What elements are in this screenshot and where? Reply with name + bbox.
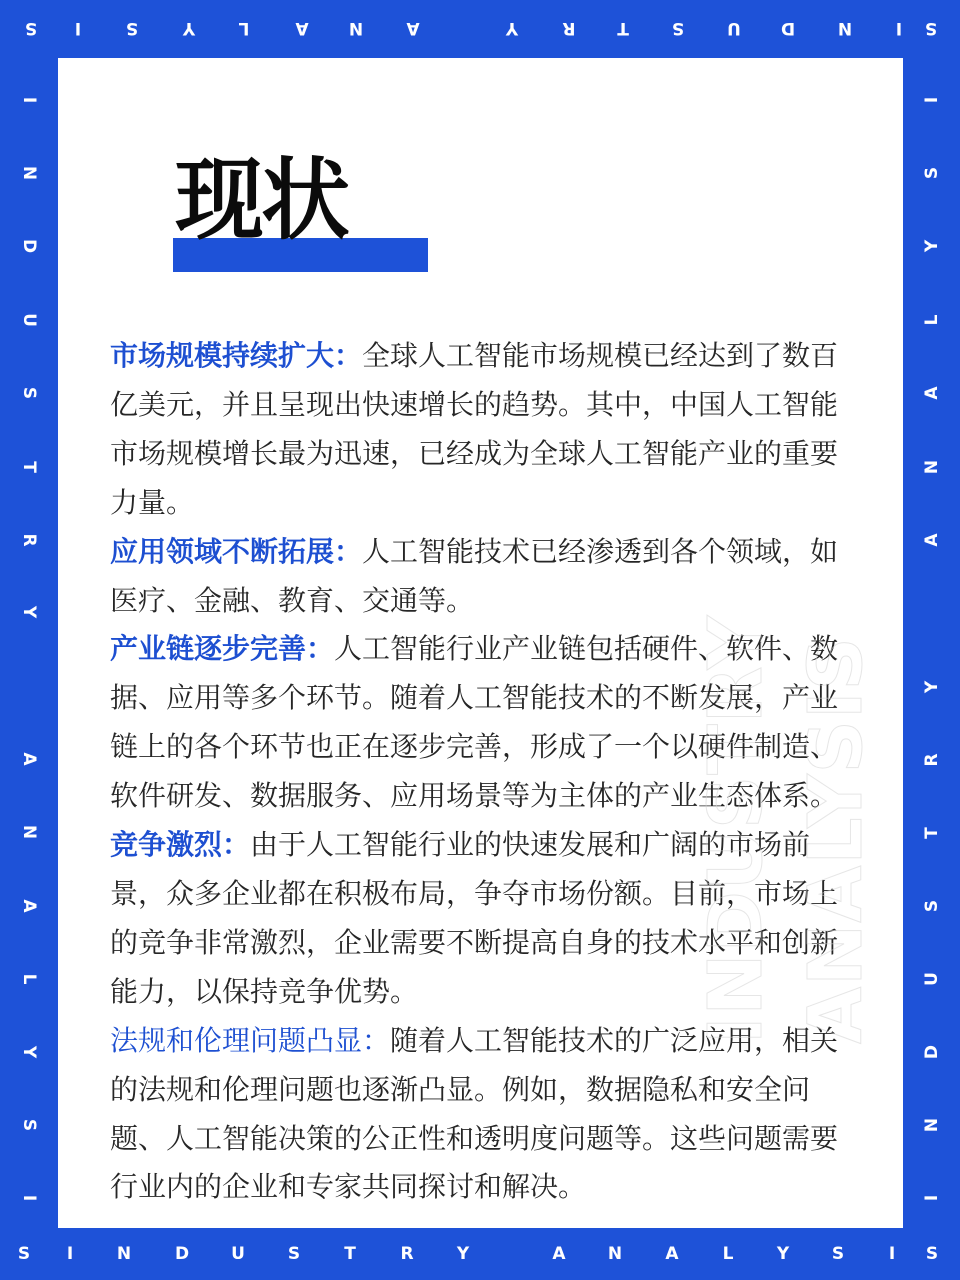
- border-letter: T: [19, 461, 39, 473]
- border-letter: A: [19, 899, 39, 913]
- section-label: 应用领域不断拓展：: [110, 534, 363, 568]
- border-letter: Y: [182, 18, 196, 38]
- border-letter: S: [17, 1244, 31, 1264]
- right-border-band: [903, 58, 960, 1228]
- border-letter: Y: [19, 605, 39, 619]
- border-letter: D: [19, 238, 39, 254]
- border-letter: Y: [922, 680, 942, 694]
- top-border-band: [0, 0, 960, 58]
- section-text: 人工智能行业产业链包括硬件、软件、数据、应用等多个环节。随着人工智能技术的不断发展，产业链上的各个环节也正在逐步完善，形成了一个以硬件制造、软件研发、数据服务、应用场景等为主体的产业生态体系。: [110, 632, 839, 813]
- border-letter: R: [400, 1244, 414, 1264]
- border-letter: S: [922, 166, 942, 180]
- border-letter: A: [406, 18, 420, 38]
- bottom-border-band: [0, 1228, 960, 1280]
- border-letter: A: [922, 533, 942, 547]
- border-letter: Y: [19, 1045, 39, 1059]
- border-letter: A: [922, 386, 942, 400]
- border-letter: D: [174, 1244, 190, 1264]
- border-letter: R: [562, 18, 576, 38]
- industry-analysis-watermark: [687, 614, 907, 1228]
- border-letter: A: [665, 1244, 679, 1264]
- content-card: [58, 58, 903, 1228]
- border-letter: A: [552, 1244, 566, 1264]
- section-market-size: [110, 332, 860, 528]
- border-letter: N: [607, 1244, 623, 1264]
- border-letter: U: [727, 18, 741, 38]
- border-letter: D: [780, 18, 796, 38]
- border-letter: L: [722, 1244, 734, 1264]
- watermark-line-analysis: ANALYSIS: [793, 636, 879, 1044]
- border-letter: N: [116, 1244, 132, 1264]
- border-letter: S: [125, 18, 139, 38]
- border-letter: I: [895, 18, 903, 38]
- border-letter: U: [231, 1244, 245, 1264]
- section-text: 全球人工智能市场规模已经达到了数百亿美元，并且呈现出快速增长的趋势。其中，中国人工智能市场规模增长最为迅速，已经成为全球人工智能产业的重要力量。: [110, 339, 839, 519]
- section-text: 人工智能技术已经渗透到各个领域，如医疗、金融、教育、交通等。: [110, 534, 839, 617]
- border-letter: L: [238, 18, 250, 38]
- page-title-block: [173, 146, 433, 281]
- left-border-band: [0, 58, 58, 1228]
- border-letter: Y: [922, 239, 942, 253]
- border-letter: R: [922, 753, 942, 767]
- border-letter: S: [24, 18, 38, 38]
- section-label: 法规和伦理问题凸显：: [110, 1023, 391, 1057]
- border-letter: I: [74, 18, 82, 38]
- border-letter: N: [348, 18, 364, 38]
- border-letter: N: [922, 459, 942, 475]
- border-letter: A: [19, 752, 39, 766]
- border-letter: T: [922, 827, 942, 839]
- section-label: 竞争激烈：: [110, 828, 251, 862]
- border-letter: I: [66, 1244, 74, 1264]
- border-letter: Y: [505, 18, 519, 38]
- border-letter: U: [19, 313, 39, 327]
- border-letter: I: [19, 96, 39, 104]
- border-letter: U: [922, 972, 942, 986]
- section-text: 随着人工智能技术的广泛应用，相关的法规和伦理问题也逐渐凸显。例如，数据隐私和安全问题、人工智能决策的公正性和透明度问题等。这些问题需要行业内的企业和专家共同探讨和解决。: [110, 1023, 839, 1204]
- border-letter: A: [295, 18, 309, 38]
- section-label: 产业链逐步完善：: [110, 632, 335, 666]
- border-letter: N: [837, 18, 853, 38]
- border-letter: R: [19, 533, 39, 547]
- border-letter: I: [922, 1194, 942, 1202]
- border-letter: I: [922, 96, 942, 104]
- border-letter: L: [922, 314, 942, 326]
- border-letter: N: [19, 824, 39, 840]
- border-letter: S: [287, 1244, 301, 1264]
- border-letter: Y: [456, 1244, 470, 1264]
- border-letter: S: [671, 18, 685, 38]
- border-letter: D: [922, 1044, 942, 1060]
- border-letter: S: [19, 1118, 39, 1132]
- border-letter: T: [344, 1244, 356, 1264]
- section-applications: [110, 528, 860, 626]
- border-letter: N: [19, 165, 39, 181]
- border-letter: T: [617, 18, 629, 38]
- page-title: 现状: [175, 148, 347, 252]
- border-letter: I: [888, 1244, 896, 1264]
- border-letter: S: [925, 1244, 939, 1264]
- border-letter: Y: [776, 1244, 790, 1264]
- border-letter: L: [19, 973, 39, 985]
- border-letter: N: [922, 1117, 942, 1133]
- section-label: 市场规模持续扩大：: [110, 339, 363, 372]
- border-letter: S: [922, 899, 942, 913]
- border-letter: S: [924, 18, 938, 38]
- section-text: 由于人工智能行业的快速发展和广阔的市场前景，众多企业都在积极布局，争夺市场份额。目前，市场上的竞争非常激烈，企业需要不断提高自身的技术水平和创新能力，以保持竞争优势。: [110, 828, 839, 1008]
- border-letter: S: [19, 386, 39, 400]
- watermark-line-industry: INDUSTRY: [693, 614, 779, 1044]
- border-letter: S: [831, 1244, 845, 1264]
- border-letter: I: [19, 1194, 39, 1202]
